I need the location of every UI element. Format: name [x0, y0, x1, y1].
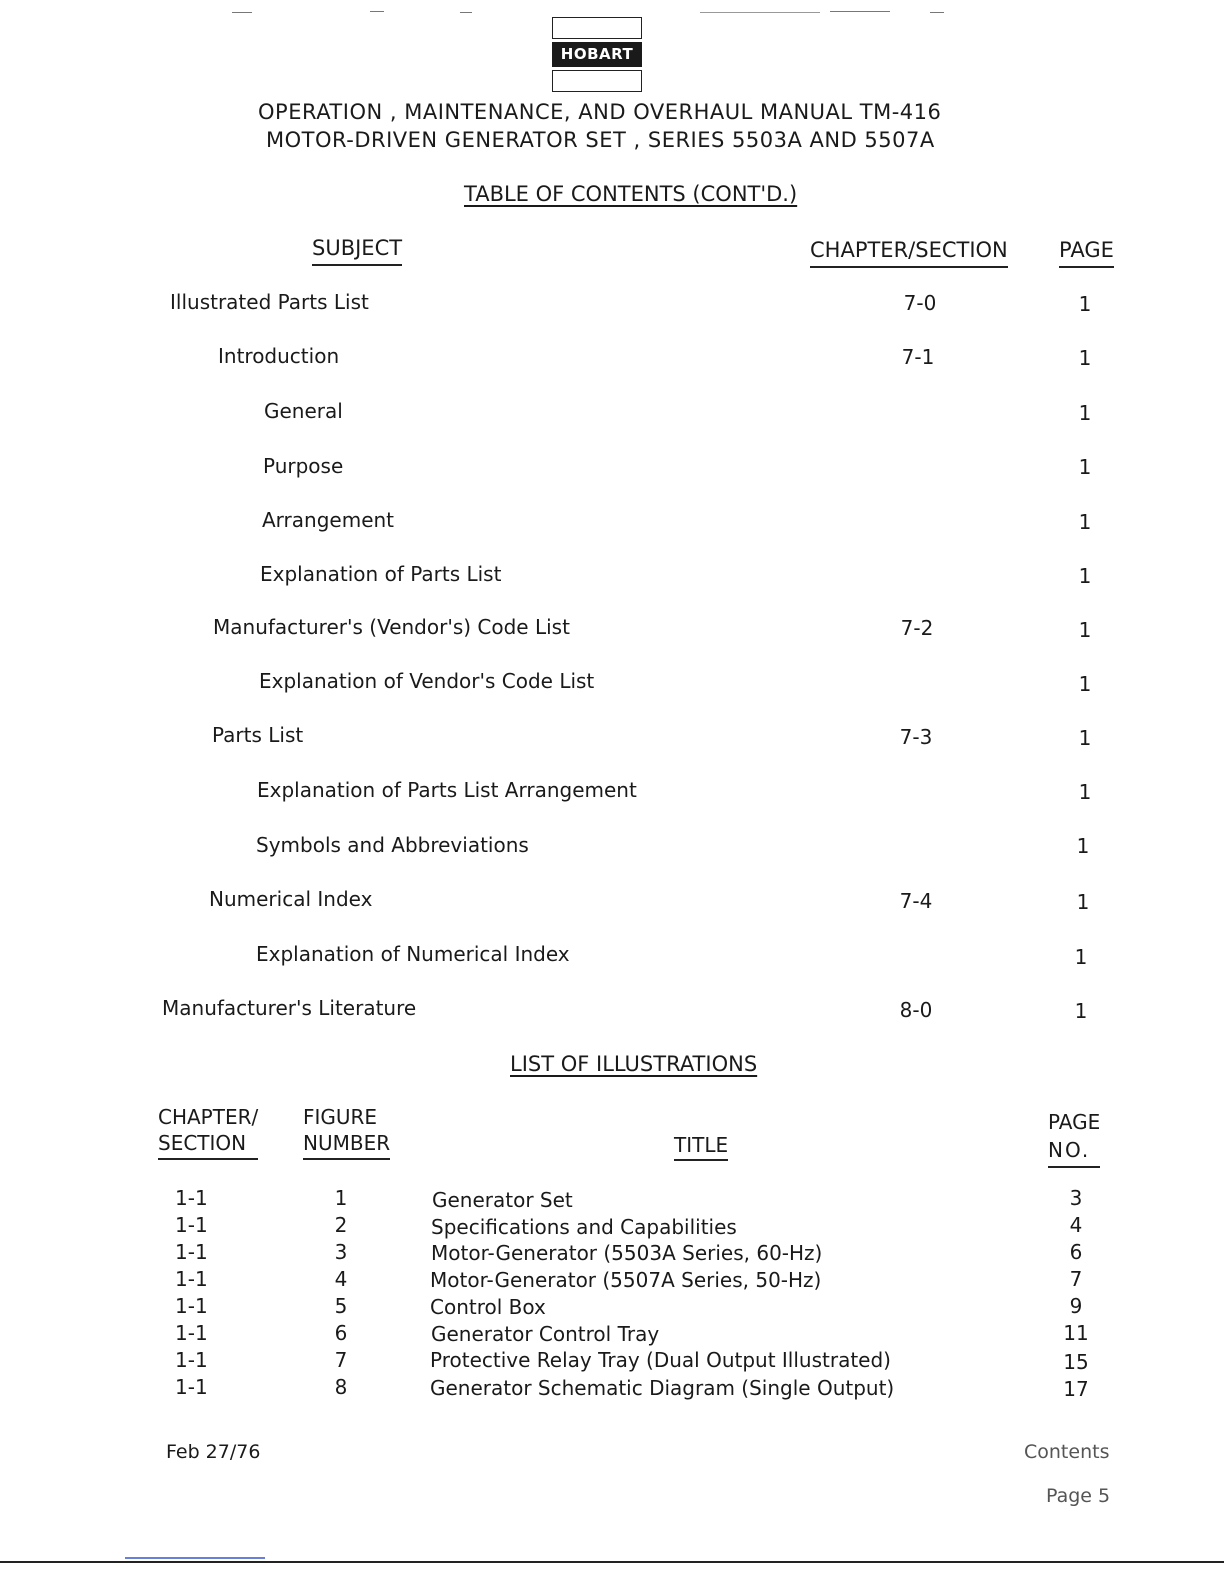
ill-row-chapter: 1-1	[175, 1186, 208, 1210]
manual-subtitle: MOTOR-DRIVEN GENERATOR SET , SERIES 5503A AND 5507A	[266, 128, 935, 152]
toc-row-text: Explanation of Parts List	[260, 562, 502, 586]
toc-row-page: 1	[1078, 401, 1092, 425]
toc-row-chapter: 7-3	[899, 725, 933, 749]
toc-row-page: 1	[1076, 890, 1090, 914]
toc-row-text: Numerical Index	[209, 887, 373, 911]
ill-row-figure: 3	[334, 1240, 348, 1264]
footer-date: Feb 27/76	[166, 1441, 261, 1463]
ill-row-figure: 8	[334, 1375, 348, 1399]
ill-row-title: Motor-Generator (5503A Series, 60-Hz)	[431, 1241, 823, 1265]
toc-row-page: 1	[1078, 672, 1092, 696]
toc-row-text: Arrangement	[262, 508, 395, 532]
ill-row-page: 6	[1069, 1240, 1083, 1264]
toc-title: TABLE OF CONTENTS (CONT'D.)	[464, 182, 798, 206]
col-chapter-section: CHAPTER/SECTION	[810, 238, 1008, 268]
ill-row-chapter: 1-1	[175, 1240, 208, 1264]
ill-row-page: 15	[1063, 1350, 1089, 1374]
page-bottom-edge	[0, 1561, 1224, 1563]
toc-row-text: General	[264, 399, 343, 423]
ill-row-title: Generator Set	[432, 1188, 573, 1212]
toc-row-chapter: 7-4	[899, 889, 933, 913]
toc-row-text: Explanation of Parts List Arrangement	[257, 778, 637, 802]
toc-row-page: 1	[1078, 292, 1092, 316]
logo-text: HOBART	[552, 42, 642, 67]
ill-row-title: Protective Relay Tray (Dual Output Illustrated)	[430, 1348, 891, 1372]
toc-row-text: Purpose	[263, 454, 344, 478]
col-page-line1: PAGE	[1048, 1110, 1101, 1134]
scan-edge-mark	[125, 1557, 265, 1559]
toc-row-text: Explanation of Numerical Index	[256, 942, 570, 966]
ill-row-figure: 5	[334, 1294, 348, 1318]
footer-section: Contents	[1024, 1441, 1110, 1463]
ill-row-title: Generator Control Tray	[431, 1322, 660, 1346]
toc-row-page: 1	[1078, 726, 1092, 750]
ill-row-title: Control Box	[430, 1295, 546, 1319]
ill-row-page: 3	[1069, 1186, 1083, 1210]
ill-row-figure: 1	[334, 1186, 348, 1210]
logo-bottom-box	[552, 70, 642, 92]
col-figure-head	[303, 1104, 390, 1160]
ill-row-page: 9	[1069, 1294, 1083, 1318]
toc-row-page: 1	[1074, 945, 1088, 969]
toc-row-page: 1	[1078, 564, 1092, 588]
toc-row-page: 1	[1078, 455, 1092, 479]
logo-top-box	[552, 17, 642, 39]
toc-row-page: 1	[1078, 618, 1092, 642]
ill-row-title: Specifications and Capabilities	[431, 1215, 737, 1239]
toc-row-text: Illustrated Parts List	[170, 290, 369, 314]
toc-row-page: 1	[1076, 834, 1090, 858]
toc-row-page: 1	[1074, 999, 1088, 1023]
ill-row-page: 4	[1069, 1213, 1083, 1237]
col-title-head: TITLE	[674, 1133, 728, 1161]
ill-row-chapter: 1-1	[175, 1321, 208, 1345]
col-chapter-line2: SECTION	[158, 1130, 258, 1160]
ill-row-title: Motor-Generator (5507A Series, 50-Hz)	[430, 1268, 822, 1292]
ill-row-figure: 4	[334, 1267, 348, 1291]
ill-row-page: 17	[1063, 1377, 1089, 1401]
toc-row-text: Symbols and Abbreviations	[256, 833, 529, 857]
col-subject: SUBJECT	[312, 236, 402, 266]
ill-row-title: Generator Schematic Diagram (Single Output)	[430, 1376, 895, 1400]
ill-row-page: 7	[1069, 1267, 1083, 1291]
toc-row-chapter: 7-0	[903, 291, 937, 315]
toc-row-page: 1	[1078, 346, 1092, 370]
ill-row-chapter: 1-1	[175, 1213, 208, 1237]
toc-row-page: 1	[1078, 780, 1092, 804]
col-page-line2: NO.	[1048, 1136, 1100, 1168]
toc-row-chapter: 7-1	[901, 345, 935, 369]
ill-row-figure: 2	[334, 1213, 348, 1237]
ill-row-page: 11	[1063, 1321, 1089, 1345]
ill-row-chapter: 1-1	[175, 1267, 208, 1291]
col-chapter-section-head	[158, 1104, 258, 1160]
toc-row-text: Manufacturer's Literature	[162, 996, 417, 1020]
hobart-logo	[552, 17, 642, 92]
toc-row-text: Parts List	[212, 723, 304, 747]
toc-row-chapter: 7-2	[900, 616, 934, 640]
col-page: PAGE	[1059, 238, 1114, 268]
ill-row-chapter: 1-1	[175, 1294, 208, 1318]
toc-row-text: Introduction	[218, 344, 340, 368]
ill-row-figure: 7	[334, 1348, 348, 1372]
col-figure-line2: NUMBER	[303, 1130, 390, 1160]
ill-row-chapter: 1-1	[175, 1375, 208, 1399]
toc-row-page: 1	[1078, 510, 1092, 534]
col-chapter-line1: CHAPTER/	[158, 1105, 259, 1129]
ill-row-chapter: 1-1	[175, 1348, 208, 1372]
footer-page: Page 5	[1046, 1485, 1111, 1507]
col-page-no-head	[1048, 1108, 1100, 1168]
toc-row-text: Explanation of Vendor's Code List	[259, 669, 595, 693]
toc-row-chapter: 8-0	[899, 998, 933, 1022]
manual-title: OPERATION , MAINTENANCE, AND OVERHAUL MANUAL TM-416	[258, 100, 942, 124]
col-figure-line1: FIGURE	[303, 1105, 378, 1129]
ill-row-figure: 6	[334, 1321, 348, 1345]
toc-row-text: Manufacturer's (Vendor's) Code List	[213, 615, 570, 639]
illustrations-title: LIST OF ILLUSTRATIONS	[510, 1052, 758, 1076]
